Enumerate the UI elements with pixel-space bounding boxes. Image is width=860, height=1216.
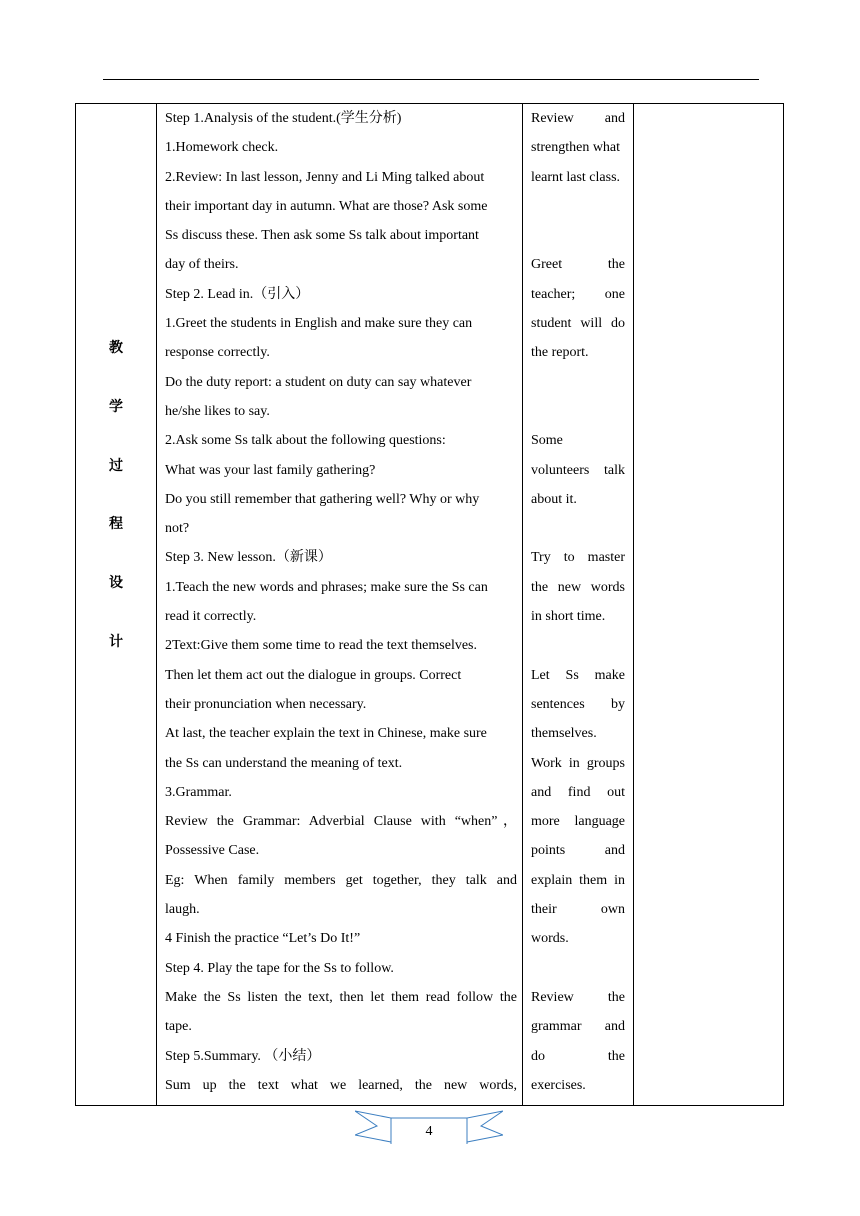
row-label-char: 学: [109, 398, 123, 415]
student_lines-line: Let Ss make: [531, 667, 625, 683]
procedure_lines-line: Sum up the text what we learned, the new words,: [165, 1077, 517, 1093]
procedure_lines-line: Do the duty report: a student on duty can say whatever: [165, 374, 472, 390]
teacher-activities-cell: [157, 104, 523, 1106]
student_lines-line: [531, 226, 625, 255]
procedure_lines-line: Step 5.Summary. （小结）: [165, 1048, 321, 1064]
procedure_lines-line: Step 2. Lead in.（引入）: [165, 286, 310, 302]
page-number-banner: [355, 1104, 503, 1144]
procedure_lines-line: not?: [165, 521, 190, 537]
student_lines-line: student will do: [531, 316, 625, 332]
procedure_lines-line: 2.Review: In last lesson, Jenny and Li Ming talked about: [165, 169, 485, 185]
student_lines-line: about it.: [531, 491, 577, 507]
row-label-char: 教: [109, 340, 123, 356]
lesson-plan-table: [75, 103, 784, 1106]
row-label-char: 程: [109, 516, 123, 533]
student_lines-line: Try to master: [531, 550, 625, 566]
procedure_lines-line: 4 Finish the practice “Let’s Do It!”: [165, 931, 361, 947]
page-number: 4: [425, 1124, 433, 1139]
teaching-process-row: [76, 104, 784, 1106]
student_lines-line: [531, 402, 625, 431]
student-activities-cell: [523, 104, 634, 1106]
student_lines-line: Greet the: [531, 257, 625, 273]
procedure_lines-line: Eg: When family members get together, they talk and: [165, 872, 517, 888]
procedure_lines-line: tape.: [165, 1019, 192, 1035]
row-label-char: 设: [109, 575, 123, 592]
row-label-cell: [76, 104, 157, 1106]
procedure_lines-line: Review the Grammar: Adverbial Clause with “when”，: [165, 814, 517, 830]
procedure_lines-line: Step 4. Play the tape for the Ss to follow.: [165, 960, 394, 976]
procedure_lines-line: 1.Greet the students in English and make sure they can: [165, 316, 473, 332]
procedure_lines-line: read it correctly.: [165, 609, 257, 625]
student_lines-line: [531, 636, 625, 665]
student_lines-line: Work in groups: [531, 755, 625, 771]
student_lines-line: points and: [531, 843, 625, 859]
student_lines-line: the new words: [531, 579, 625, 595]
procedure_lines-line: 2Text:Give them some time to read the text themselves.: [165, 638, 477, 654]
student_lines-line: [531, 519, 625, 548]
student_lines-line: Review and: [531, 111, 625, 126]
teacher-activities-text: [165, 109, 517, 1105]
procedure_lines-line: 3.Grammar.: [165, 784, 232, 800]
student_lines-line: [531, 373, 625, 402]
procedure_lines-line: their pronunciation when necessary.: [165, 696, 367, 712]
procedure_lines-line: day of theirs.: [165, 257, 239, 273]
procedure_lines-line: At last, the teacher explain the text in Chinese, make sure: [165, 726, 487, 742]
procedure_lines-line: 2.Ask some Ss talk about the following questions:: [165, 433, 446, 449]
student-activities-text: [531, 109, 625, 1105]
student_lines-line: learnt last class.: [531, 169, 621, 185]
student_lines-line: words.: [531, 931, 569, 947]
student_lines-line: in short time.: [531, 609, 606, 625]
student_lines-line: volunteers talk: [531, 462, 625, 478]
student_lines-line: teacher; one: [531, 286, 625, 302]
row-label-char: 过: [109, 457, 123, 474]
procedure_lines-line: 1.Teach the new words and phrases; make sure the Ss can: [165, 579, 488, 595]
row-label-char: 计: [109, 633, 123, 650]
procedure_lines-line: Then let them act out the dialogue in groups. Correct: [165, 667, 462, 683]
procedure_lines-line: Step 3. New lesson.（新课）: [165, 550, 332, 566]
student_lines-line: themselves.: [531, 726, 597, 742]
procedure_lines-line: 1.Homework check.: [165, 140, 279, 156]
procedure_lines-line: Step 1.Analysis of the student.(学生分析): [165, 111, 402, 126]
student_lines-line: and find out: [531, 784, 625, 800]
procedure_lines-line: Ss discuss these. Then ask some Ss talk about important: [165, 228, 479, 244]
student_lines-line: the report.: [531, 345, 589, 361]
student_lines-line: [531, 197, 625, 226]
student_lines-line: their own: [531, 902, 625, 918]
procedure_lines-line: laugh.: [165, 902, 200, 918]
procedure_lines-line: Make the Ss listen the text, then let them read follow the: [165, 989, 517, 1005]
procedure_lines-line: Possessive Case.: [165, 843, 260, 859]
student_lines-line: more language: [531, 814, 625, 830]
student_lines-line: strengthen what: [531, 140, 621, 156]
student_lines-line: do the: [531, 1048, 625, 1064]
student_lines-line: exercises.: [531, 1077, 586, 1093]
student_lines-line: [531, 959, 625, 988]
student_lines-line: Some: [531, 433, 563, 449]
header-rule: [103, 79, 759, 80]
notes-cell: [634, 104, 784, 1106]
procedure_lines-line: he/she likes to say.: [165, 403, 270, 419]
student_lines-line: Review the: [531, 989, 625, 1005]
procedure_lines-line: What was your last family gathering?: [165, 462, 376, 478]
student_lines-line: explain them in: [531, 872, 625, 888]
procedure_lines-line: response correctly.: [165, 345, 270, 361]
student_lines-line: sentences by: [531, 696, 625, 712]
procedure_lines-line: Do you still remember that gathering well? Why or why: [165, 491, 480, 507]
procedure_lines-line: their important day in autumn. What are those? Ask some: [165, 198, 488, 214]
student_lines-line: grammar and: [531, 1019, 625, 1035]
procedure_lines-line: the Ss can understand the meaning of text.: [165, 755, 403, 771]
row-label: [76, 338, 156, 691]
